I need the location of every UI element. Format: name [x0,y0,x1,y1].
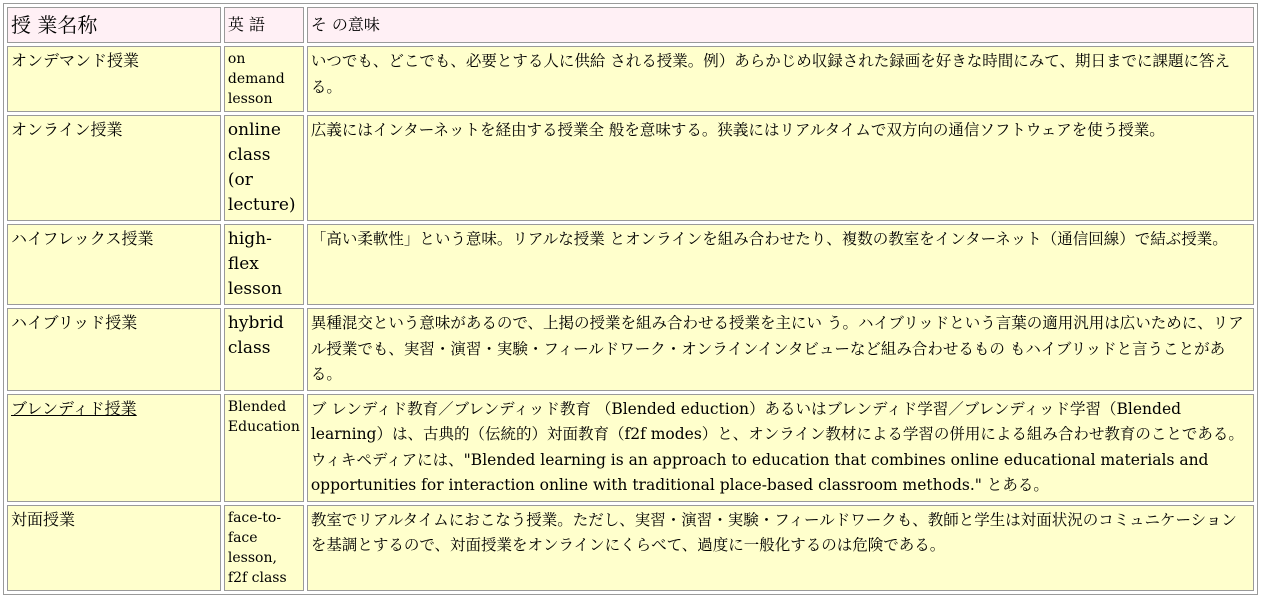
english-cell: hybrid class [224,308,304,391]
english-cell: Blended Education [224,394,304,502]
header-english: 英 語 [224,7,304,43]
meaning-cell: いつでも、どこでも、必要とする人に供給 される授業。例）あらかじめ収録された録画を好きな時間にみて、期日までに課題に答える。 [307,46,1254,112]
english-cell: on demand lesson [224,46,304,112]
meaning-cell: 広義にはインターネットを経由する授業全 般を意味する。狭義にはリアルタイムで双方向の通信ソフトウェアを使う授業。 [307,115,1254,221]
term-cell: 対面授業 [7,505,221,591]
header-row [7,7,1254,43]
table-row [7,46,1254,112]
term-link-blended[interactable]: ブレンディド授業 [7,394,221,502]
meaning-cell: 「高い柔軟性」という意味。リアルな授業 とオンラインを組み合わせたり、複数の教室をインターネット（通信回線）で結ぶ授業。 [307,224,1254,305]
meaning-cell: 教室でリアルタイムにおこなう授業。ただし、実習・演習・実験・フィールドワークも、教師と学生は対面状況のコミュニケーションを基調とするので、対面授業をオンラインにくらべて、過度に一般化するのは危険である。 [307,505,1254,591]
meaning-cell: ブ レンディド教育／ブレンディッド教育 （Blended eduction）あるいはブレンディド学習／ブレンディッド学習（Blended learning）は、古典的（伝統的）対面教育（f2f modes）と、オンライン教材による学習の併用による組み合わせ教育のことである。ウィキペディアには、"Blended learning is an approach to education that combines online educational materials and opportunities for interaction online with traditional place-based classroom methods." とある。 [307,394,1254,502]
english-cell: online class (or lecture) [224,115,304,221]
table-row [7,224,1254,305]
english-cell: high-flex lesson [224,224,304,305]
table-row [7,308,1254,391]
glossary-table [3,3,1258,595]
header-term: 授 業名称 [7,7,221,43]
table-row [7,115,1254,221]
english-cell: face-to-face lesson, f2f class [224,505,304,591]
table-row [7,505,1254,591]
header-meaning: そ の意味 [307,7,1254,43]
term-cell: ハイフレックス授業 [7,224,221,305]
meaning-cell: 異種混交という意味があるので、上掲の授業を組み合わせる授業を主にい う。ハイブリッドという言葉の適用汎用は広いために、リアル授業でも、実習・演習・実験・フィールドワーク・オンラインインタビューなど組み合わせるもの もハイブリッドと言うことがある。 [307,308,1254,391]
term-cell: オンデマンド授業 [7,46,221,112]
table-row [7,394,1254,502]
term-cell: オンライン授業 [7,115,221,221]
term-cell: ハイブリッド授業 [7,308,221,391]
